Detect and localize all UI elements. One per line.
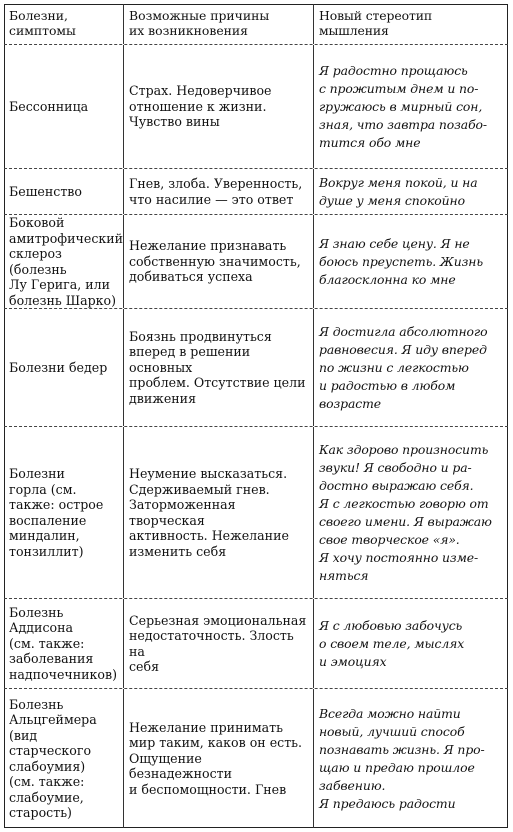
disease-causes: Страх. Недоверчивое отношение к жизни. Чувство вины (124, 45, 314, 168)
table-row (4, 599, 508, 689)
table-row (4, 689, 508, 828)
disease-causes: Гнев, злоба. Уверенность, что насилие — это ответ (124, 169, 314, 214)
table-row (4, 309, 508, 427)
disease-causes: Нежелание принимать мир таким, каков он есть. Ощущение безнадежности и беспомощности. Гнев (124, 689, 314, 828)
disease-causes: Неумение высказаться. Сдерживаемый гнев. Заторможенная творческая активность. Нежелание изменить себя (124, 427, 314, 598)
header-diseases: Болезни, симптомы (4, 4, 124, 44)
disease-name: Болезни горла (см. также: острое воспаление миндалин, тонзиллит) (4, 427, 124, 598)
table-header (4, 4, 508, 45)
disease-affirmation: Я с любовью забочусь о своем теле, мыслях и эмоциях (319, 617, 465, 669)
table-row (4, 169, 508, 215)
disease-affirmation: Всегда можно найти новый, лучший способ познавать жизнь. Я про- щаю и предаю прошлое забвению. Я предаюсь радости (319, 705, 485, 811)
header-causes: Возможные причины их возникновения (124, 4, 314, 44)
disease-name: Болезнь Альцгеймера (вид старческого слабоумия) (см. также: слабоумие, старость) (4, 689, 124, 828)
disease-causes: Боязнь продвинуться вперед в решении основных проблем. Отсутствие цели движения (124, 309, 314, 426)
disease-name: Бессонница (4, 45, 124, 168)
disease-affirmation: Я достигла абсолютного равновесия. Я иду вперед по жизни с легкостью и радостью в любом возрасте (319, 323, 488, 411)
disease-name: Бешенство (4, 169, 124, 214)
table-row (4, 45, 508, 169)
disease-affirmation: Я знаю себе цену. Я не боюсь преуспеть. Жизнь благосклонна ко мне (319, 235, 483, 287)
disease-name: Болезнь Аддисона (см. также: заболевания надпочечников) (4, 599, 124, 688)
disease-affirmation: Как здорово произносить звуки! Я свободно и ра- достно выражаю себя. Я с легкостью говорю от своего имени. Я выражаю свое творческое «я». Я хочу постоянно изме- няться (319, 441, 492, 583)
disease-name: Болезни бедер (4, 309, 124, 426)
table-row (4, 427, 508, 599)
disease-causes: Серьезная эмоциональная недостаточность. Злость на себя (124, 599, 314, 688)
disease-affirmation: Вокруг меня покой, и на душе у меня спокойно (319, 174, 478, 208)
disease-affirmation: Я радостно прощаюсь с прожитым днем и по- гружаюсь в мирный сон, зная, что завтра позабо- тится обо мне (319, 62, 488, 150)
disease-causes: Нежелание признавать собственную значимость, добиваться успеха (124, 215, 314, 308)
header-affirmation: Новый стереотип мышления (319, 8, 433, 38)
disease-name: Боковой амитрофический склероз (болезнь Лу Герига, или болезнь Шарко) (4, 215, 124, 308)
table-row (4, 215, 508, 309)
